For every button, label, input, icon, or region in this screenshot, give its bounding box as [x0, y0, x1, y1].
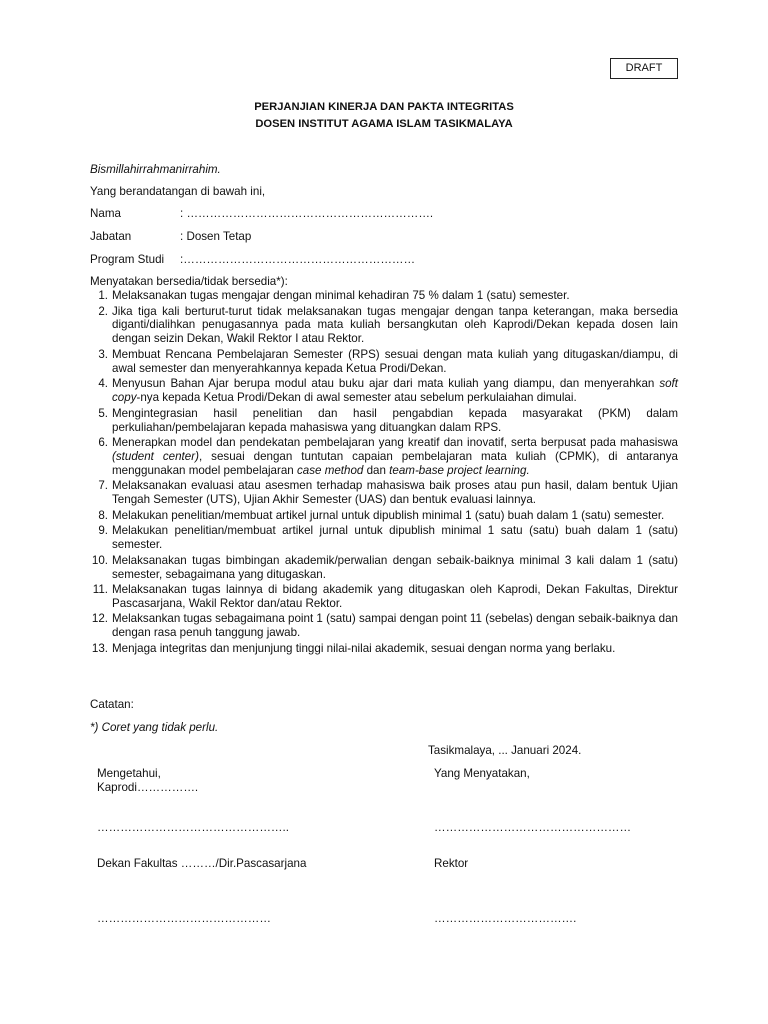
list-item-number: 9.	[98, 524, 108, 538]
field-label-program-studi: Program Studi	[90, 253, 165, 266]
list-item-text	[112, 289, 678, 303]
document-title-line-2: DOSEN INSTITUT AGAMA ISLAM TASIKMALAYA	[255, 118, 513, 130]
list-item-text-part: Melaksankan tugas sebagaimana point 1 (satu) sampai dengan point 11 (sebelas) dengan sebaik-baiknya dan dengan rasa penuh tanggung jawab.	[112, 612, 678, 640]
signature-line-kaprodi: …………………………………………..	[97, 821, 289, 834]
list-item-text	[112, 642, 678, 656]
list-item-text-part: , sesuai dengan tuntutan capaian pembelajaran mata kuliah (CPMK), di antaranya menggunakan model pembelajaran	[112, 449, 678, 477]
list-item-number: 6.	[98, 436, 108, 450]
field-value-nama: : ……………………………………………………….	[180, 207, 434, 220]
list-item-number: 2.	[98, 304, 108, 318]
list-item-text	[112, 479, 678, 507]
list-item-text	[112, 407, 678, 435]
list-item-text-part: Mengintegrasian hasil penelitian dan hasil pengabdian kepada masyarakat (PKM) dalam perkuliahan/pembelajaran kepada mahasiswa yang dituangkan dalam RPS.	[112, 406, 678, 434]
list-item-italic-text: (student center)	[112, 449, 199, 463]
signature-right-title: Yang Menyatakan,	[434, 767, 530, 780]
list-item-text-part: Melaksanakan tugas lainnya di bidang akademik yang ditugaskan oleh Kaprodi, Dekan Fakultas, Direktur Pascasarjana, Wakil Rektor dan/atau Rektor.	[112, 583, 678, 610]
list-item	[90, 377, 678, 405]
list-item	[90, 554, 678, 582]
list-item	[90, 305, 678, 347]
list-item-text	[112, 305, 678, 347]
document-title-line-1: PERJANJIAN KINERJA DAN PAKTA INTEGRITAS	[254, 101, 514, 113]
notes-label: Catatan:	[90, 698, 134, 711]
list-item-italic-text: soft copy	[112, 377, 678, 405]
draft-stamp: DRAFT	[610, 58, 678, 79]
list-item-text	[112, 377, 678, 405]
list-item-number: 8.	[98, 508, 108, 522]
list-item-text	[112, 524, 678, 552]
signature-rector-label: Rektor	[434, 857, 469, 870]
list-item-number: 4.	[98, 377, 108, 391]
intro-text: Yang berandatangan di bawah ini,	[90, 185, 266, 198]
list-item-text-part: Menyusun Bahan Ajar berupa modul atau buku ajar dari mata kuliah yang diampu, dan menyerahkan	[112, 377, 660, 391]
place-date: Tasikmalaya, ... Januari 2024.	[428, 744, 582, 757]
list-item	[90, 524, 678, 552]
signature-line-rector: ……………………………….	[434, 912, 577, 925]
list-item-text-part: Melaksanakan tugas mengajar dengan minimal kehadiran 75 % dalam 1 (satu) semester.	[112, 289, 570, 302]
list-item-text-part: Menjaga integritas dan menjunjung tinggi nilai-nilai akademik, sesuai dengan norma yang berlaku.	[112, 641, 616, 655]
signature-line-dean: ………………………………………	[97, 912, 271, 925]
list-item-text	[112, 348, 678, 376]
signature-line-declarant: ……………………………………………	[434, 821, 632, 834]
note-text: *) Coret yang tidak perlu.	[90, 721, 219, 734]
list-item-text-part: dan	[363, 463, 390, 477]
list-item-text	[112, 554, 678, 582]
list-item-text-part: Melaksanakan evaluasi atau asesmen terhadap mahasiswa baik proses atau pun hasil, dalam bentuk Ujian Tengah Semester (UTS), Ujian Akhir Semester (UAS) dan bentuk evaluasi lainnya.	[112, 479, 678, 507]
greeting: Bismillahirrahmanirrahim.	[90, 163, 221, 176]
commitment-list	[90, 289, 678, 657]
list-item-text	[112, 436, 678, 478]
list-item-text-part: Melakukan penelitian/membuat artikel jurnal untuk dipublish minimal 1 satu (satu) buah dalam 1 (satu) semester.	[112, 524, 678, 552]
list-item	[90, 479, 678, 507]
list-item	[90, 642, 678, 656]
list-item-text	[112, 509, 678, 523]
signature-left-title: Mengetahui,	[97, 767, 161, 780]
list-item-text-part: Jika tiga kali berturut-turut tidak melaksanakan tugas mengajar dengan tanpa keterangan, maka bersedia diganti/dialihkan penugasannya pada mata kuliah bersangkutan oleh Kaprodi/Dekan kepada dosen lain dengan seizin Dekan, Wakil Rektor I atau Rektor.	[112, 304, 678, 346]
list-item-text-part: -nya kepada Ketua Prodi/Dekan di awal semester atau sebelum perkulaiahan dimulai.	[136, 391, 577, 405]
list-item-number: 1.	[98, 289, 108, 302]
list-item-number: 12.	[91, 612, 108, 626]
list-item-text-part: Membuat Rencana Pembelajaran Semester (RPS) sesuai dengan mata kuliah yang ditugaskan/diampu, di awal semester dan menyerahkannya kepada Ketua Prodi/Dekan.	[112, 347, 678, 375]
list-item-number: 13.	[91, 641, 108, 655]
field-value-jabatan: : Dosen Tetap	[180, 230, 252, 243]
field-value-program-studi: :……………………………………………………	[180, 253, 416, 266]
list-item-italic-text: case method	[296, 463, 364, 477]
list-item-number: 11.	[92, 583, 108, 597]
list-item-italic-text: team-base project learning.	[389, 463, 530, 477]
list-item-number: 7.	[98, 479, 108, 493]
list-item	[90, 348, 678, 376]
list-item	[90, 612, 678, 640]
list-item-number: 3.	[98, 347, 108, 361]
list-item-text-part: Melaksanakan tugas bimbingan akademik/perwalian dengan sebaik-baiknya minimal 3 kali dalam 1 (satu) semester, sebagaimana yang ditugaskan.	[112, 553, 678, 581]
list-item	[90, 583, 678, 611]
list-item	[90, 289, 678, 303]
list-item-number: 5.	[98, 406, 108, 420]
list-item-text-part: Melakukan penelitian/membuat artikel jurnal untuk dipublish minimal 1 (satu) buah dalam 1 (satu) semester.	[112, 508, 665, 522]
statement: Menyatakan bersedia/tidak bersedia*):	[90, 275, 288, 288]
list-item-text	[112, 612, 678, 640]
field-label-nama: Nama	[90, 207, 121, 220]
field-label-jabatan: Jabatan	[90, 230, 132, 243]
list-item-text-part: Menerapkan model dan pendekatan pembelajaran yang kreatif dan inovatif, serta berpusat pada mahasiswa	[112, 436, 678, 450]
list-item	[90, 436, 678, 478]
signature-left-role: Kaprodi…………….	[97, 781, 199, 794]
list-item-number: 10.	[91, 553, 108, 567]
list-item-text	[112, 583, 678, 611]
list-item	[90, 407, 678, 435]
list-item	[90, 509, 678, 523]
signature-dean-label: Dekan Fakultas ………/Dir.Pascasarjana	[97, 857, 307, 870]
